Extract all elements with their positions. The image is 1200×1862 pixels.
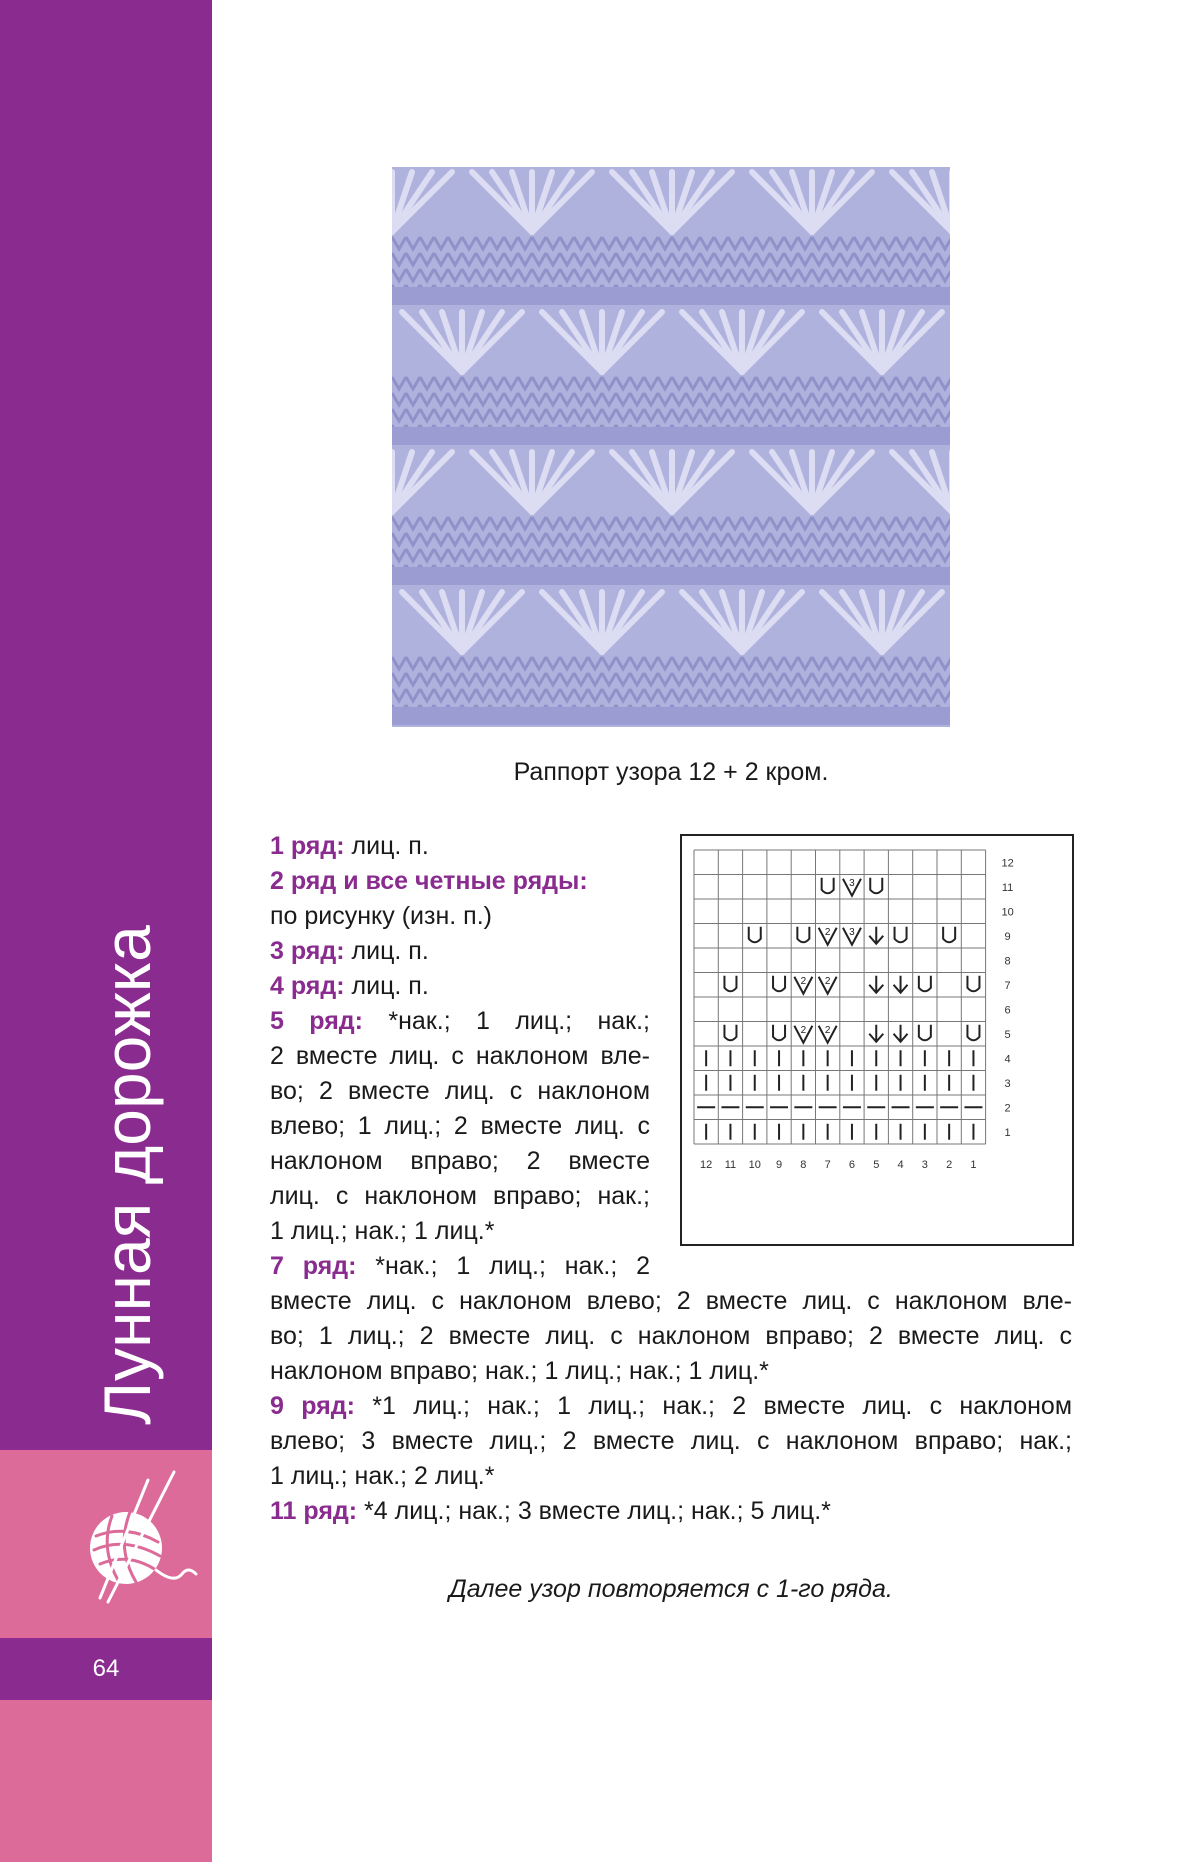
page-number: 64 — [92, 1655, 120, 1682]
row-9-line: влево; 3 вместе лиц.; 2 вместе лиц. с наклоном вправо; нак.; — [270, 1427, 1072, 1455]
column-number: 4 — [897, 1159, 904, 1171]
row-5-line: 1 лиц.; нак.; 1 лиц.* — [270, 1217, 495, 1245]
sidebar — [0, 0, 212, 1862]
chart-symbol — [794, 976, 812, 994]
row-number: 11 — [1001, 881, 1014, 894]
row-text: лиц. п. — [344, 972, 429, 1000]
row-number: 1 — [1004, 1126, 1011, 1139]
chart-symbol — [870, 878, 882, 894]
row-7-line: во; 1 лиц.; 2 вместе лиц. с наклоном вправо; 2 вместе лиц. с — [270, 1322, 1072, 1350]
row-5-line: во; 2 вместе лиц. с наклоном — [270, 1077, 650, 1105]
row-text: *1 лиц.; нак.; 1 лиц.; нак.; 2 вместе лиц. с наклоном — [354, 1392, 1073, 1420]
column-number: 1 — [970, 1159, 977, 1171]
svg-text:2: 2 — [824, 1024, 831, 1036]
chart-symbol — [797, 927, 809, 943]
chart-symbol — [869, 1025, 883, 1042]
page-title: Лунная дорожка — [90, 925, 164, 1425]
row-2-instruction — [270, 864, 650, 899]
chart-symbol — [894, 1025, 908, 1042]
column-number: 7 — [824, 1159, 831, 1171]
row-9-line: 1 лиц.; нак.; 2 лиц.* — [270, 1462, 495, 1490]
chart-symbol — [819, 1025, 837, 1043]
row-number: 8 — [1004, 955, 1011, 968]
svg-text:2: 2 — [824, 926, 831, 938]
chart-symbol — [724, 1025, 736, 1041]
row-5-line: наклоном вправо; 2 вместе — [270, 1147, 650, 1175]
knitting-chart — [680, 834, 1074, 1246]
chart-symbol — [894, 976, 908, 993]
row-4-instruction — [270, 969, 650, 1004]
column-number: 11 — [724, 1159, 737, 1171]
chart-symbol — [967, 1025, 979, 1041]
row-3-instruction — [270, 934, 650, 969]
row-label: 3 ряд: — [270, 937, 345, 965]
row-label: 11 ряд: — [270, 1497, 358, 1525]
knit-sample-photo — [392, 167, 950, 727]
chart-symbol — [843, 878, 861, 896]
row-7-line: наклоном вправо; нак.; 1 лиц.; нак.; 1 лиц.* — [270, 1357, 769, 1385]
row-label: 1 ряд: — [270, 832, 345, 860]
column-number: 6 — [848, 1159, 856, 1171]
column-number: 2 — [946, 1159, 953, 1171]
svg-text:3: 3 — [849, 926, 855, 938]
chart-symbol — [869, 976, 883, 993]
row-number: 4 — [1004, 1053, 1011, 1066]
row-5-line — [270, 1004, 650, 1039]
chart-symbol — [967, 976, 979, 992]
column-number: 9 — [775, 1159, 783, 1171]
repeat-note: Далее узор повторяется с 1-го ряда. — [449, 1575, 893, 1603]
column-number: 8 — [800, 1159, 807, 1171]
yarn-ball-icon — [78, 1462, 200, 1612]
row-label: 5 ряд: — [270, 1007, 364, 1035]
svg-text:2: 2 — [800, 975, 807, 987]
row-9-line — [270, 1389, 1072, 1424]
column-number: 3 — [921, 1159, 928, 1171]
row-number: 10 — [1001, 906, 1014, 919]
row-number: 7 — [1004, 979, 1011, 992]
row-label: 7 ряд: — [270, 1252, 357, 1280]
chart-symbol — [773, 976, 785, 992]
row-text: *нак.; 1 лиц.; нак.; 2 — [356, 1252, 651, 1280]
row-text: *нак.; 1 лиц.; нак.; — [363, 1007, 650, 1035]
sidebar-pink-bottom — [0, 1700, 212, 1862]
chart-symbol — [773, 1025, 785, 1041]
row-7-line — [270, 1249, 650, 1284]
column-number: 5 — [873, 1159, 880, 1171]
row-text: лиц. п. — [344, 937, 429, 965]
svg-text:2: 2 — [824, 975, 831, 987]
chart-symbol — [919, 976, 931, 992]
row-number: 12 — [1001, 857, 1014, 870]
row-number: 3 — [1004, 1077, 1011, 1090]
column-number: 12 — [700, 1159, 713, 1171]
row-label: 9 ряд: — [270, 1392, 355, 1420]
chart-symbol — [895, 927, 907, 943]
chart-symbol — [819, 927, 837, 945]
chart-symbol — [794, 1025, 812, 1043]
chart-symbol — [943, 927, 955, 943]
row-number: 2 — [1004, 1102, 1011, 1115]
row-number: 9 — [1004, 930, 1011, 943]
column-number: 10 — [748, 1159, 761, 1171]
row-2-text: по рисунку (изн. п.) — [270, 902, 492, 930]
chart-symbol — [869, 927, 883, 944]
row-number: 6 — [1004, 1004, 1011, 1017]
row-text: лиц. п. — [344, 832, 429, 860]
svg-text:2: 2 — [800, 1024, 807, 1036]
chart-grid — [682, 836, 1072, 1244]
row-label: 4 ряд: — [270, 972, 345, 1000]
row-11-instruction — [270, 1494, 1072, 1529]
row-5-line: влево; 1 лиц.; 2 вместе лиц. с — [270, 1112, 650, 1140]
chart-symbol — [843, 927, 861, 945]
row-label: 2 ряд и все четные ряды: — [270, 867, 588, 895]
row-text: *4 лиц.; нак.; 3 вместе лиц.; нак.; 5 лиц.* — [357, 1497, 831, 1525]
pattern-caption: Раппорт узора 12 + 2 кром. — [513, 758, 829, 786]
chart-symbol — [919, 1025, 931, 1041]
row-5-line: лиц. с наклоном вправо; нак.; — [270, 1182, 650, 1210]
row-5-line: 2 вместе лиц. с наклоном вле- — [270, 1042, 650, 1070]
chart-symbol — [749, 927, 761, 943]
chart-symbol — [819, 976, 837, 994]
row-1-instruction — [270, 829, 650, 864]
row-number: 5 — [1004, 1028, 1011, 1041]
svg-text:3: 3 — [849, 877, 855, 889]
row-7-line: вместе лиц. с наклоном влево; 2 вместе лиц. с наклоном вле- — [270, 1287, 1072, 1315]
chart-symbol — [724, 976, 736, 992]
chart-symbol — [822, 878, 834, 894]
